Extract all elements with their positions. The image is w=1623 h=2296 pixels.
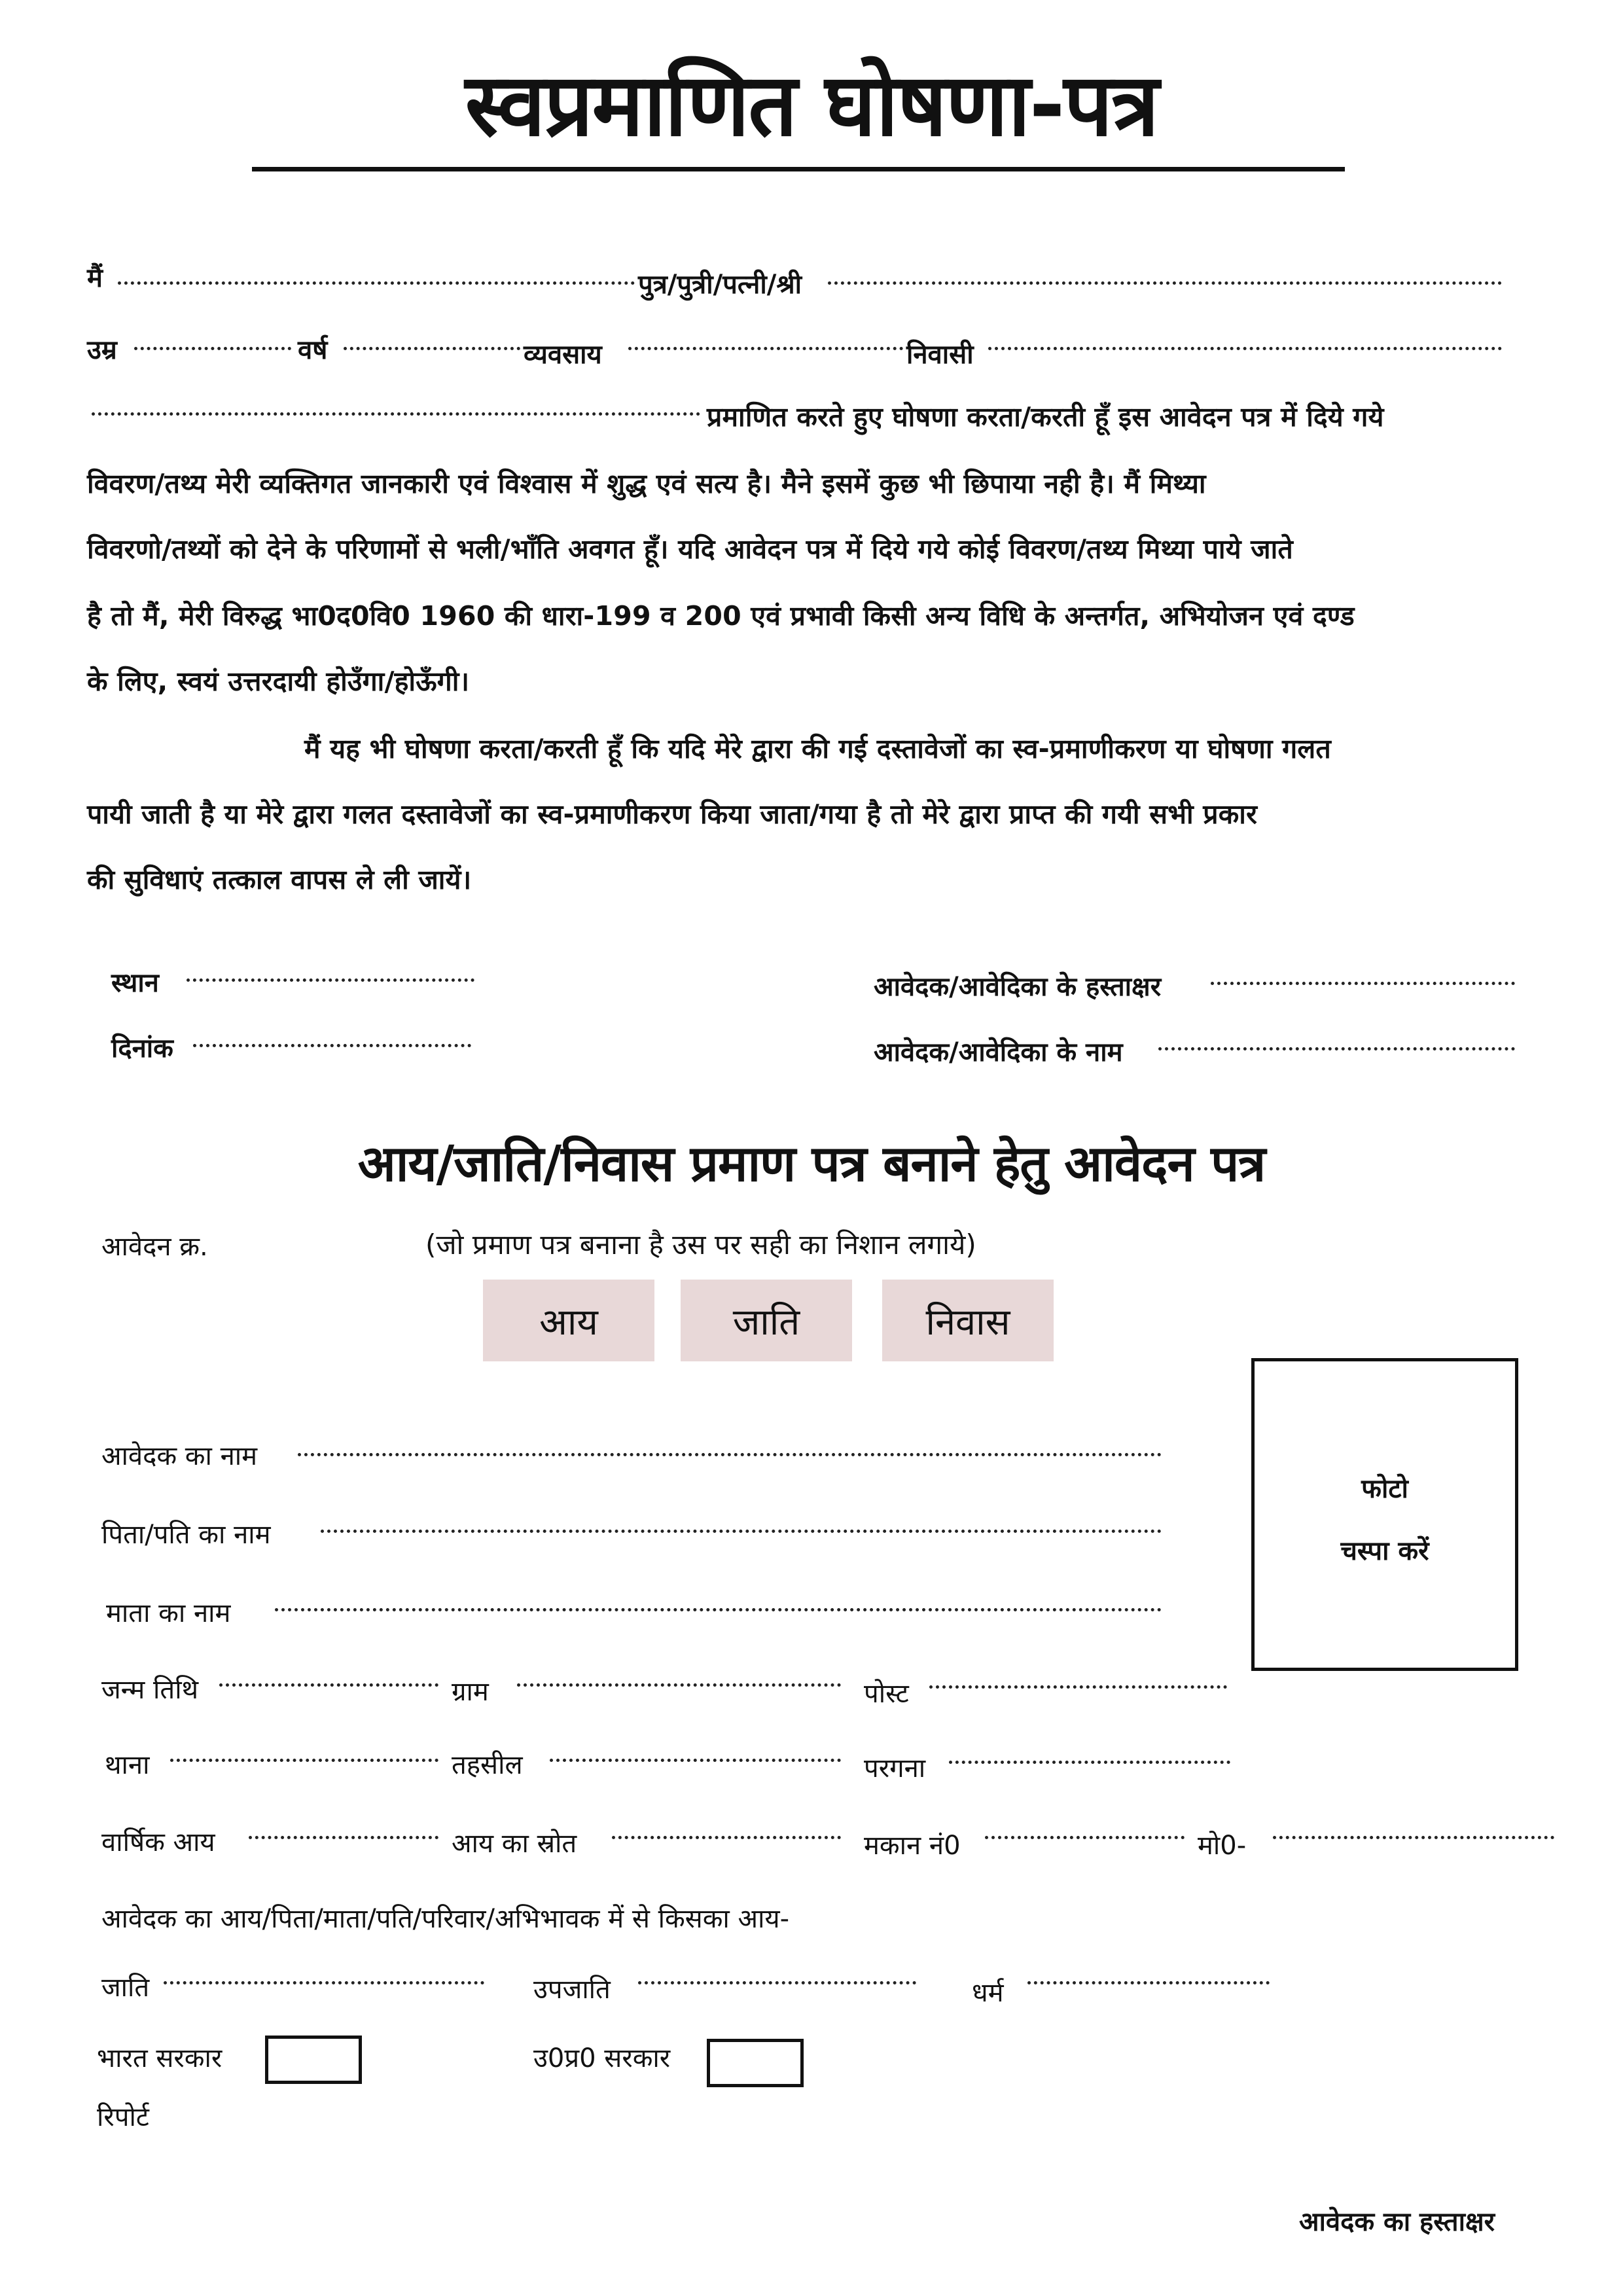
label-whose-income: आवेदक का आय/पिता/माता/पति/परिवार/अभिभावक में से किसका आय- <box>101 1904 790 1934</box>
label-religion: धर्म <box>972 1978 1004 2008</box>
para2-line2: पायी जाती है या मेरे द्वारा गलत दस्तावेजों का स्व-प्रमाणीकरण किया जाता/गया है तो मेरे द्वारा प्राप्त की गयी सभी प्रकार <box>87 798 1258 830</box>
label-mother-name: माता का नाम <box>106 1598 231 1628</box>
para1-line2: विवरण/तथ्य मेरी व्यक्तिगत जानकारी एवं विश्वास में शुद्ध एवं सत्य है। मैने इसमें कुछ भी छिपाया नही है। मैं मिथ्या <box>87 468 1206 499</box>
label-house-no: मकान नं0 <box>864 1831 961 1861</box>
label-age: उम्र <box>87 335 117 365</box>
up-govt-checkbox[interactable] <box>707 2039 804 2087</box>
label-relation: पुत्र/पुत्री/पत्नी/श्री <box>638 270 802 300</box>
photo-label-1: फोटो <box>1361 1474 1408 1504</box>
place-field[interactable] <box>187 978 474 982</box>
para1-line3: विवरणो/तथ्यों को देने के परिणामों से भली/भाँति अवगत हूँ। यदि आवेदन पत्र में दिये गये कोई विवरण/तथ्य मिथ्या पाये जाते <box>87 533 1293 565</box>
label-applicant-name-2: आवेदक का नाम <box>101 1441 258 1471</box>
label-govt-india: भारत सरकार <box>97 2043 223 2073</box>
label-application-no: आवेदन क्र. <box>101 1232 208 1262</box>
annual-income-field[interactable] <box>249 1836 438 1839</box>
photo-label-2: चस्पा करें <box>1340 1536 1429 1566</box>
label-applicant-name: आवेदक/आवेदिका के नाम <box>874 1037 1123 1067</box>
label-report: रिपोर्ट <box>97 2102 149 2132</box>
label-date: दिनांक <box>111 1033 173 1064</box>
caste-field[interactable] <box>164 1981 484 1984</box>
govt-india-checkbox[interactable] <box>265 2036 362 2084</box>
title-underline <box>252 167 1345 171</box>
label-birth-date: जन्म तिथि <box>101 1675 199 1705</box>
option-caste-label: जाति <box>732 1300 800 1344</box>
instruction-text: (जो प्रमाण पत्र बनाना है उस पर सही का निशान लगाये) <box>425 1229 976 1261</box>
option-residence[interactable] <box>882 1280 1054 1361</box>
para1-line5: के लिए, स्वयं उत्तरदायी होउँगा/होऊँगी। <box>87 666 470 697</box>
label-pargana: परगना <box>864 1753 926 1784</box>
birth-date-field[interactable] <box>219 1683 438 1687</box>
label-village: ग्राम <box>452 1677 489 1707</box>
father-husband-field[interactable] <box>321 1530 1162 1533</box>
applicant-signature-field[interactable] <box>1211 982 1515 985</box>
police-station-field[interactable] <box>170 1759 438 1762</box>
label-place: स्थान <box>111 968 159 998</box>
para1-line1: प्रमाणित करते हुए घोषणा करता/करती हूँ इस आवेदन पत्र में दिये गये <box>707 401 1384 433</box>
resident-field[interactable] <box>988 347 1502 350</box>
label-police-station: थाना <box>105 1750 150 1780</box>
income-source-field[interactable] <box>612 1836 841 1839</box>
label-caste: जाति <box>101 1973 150 2003</box>
label-post: पोस्ट <box>864 1679 909 1709</box>
label-up-govt: उ0प्र0 सरकार <box>533 2043 671 2073</box>
house-no-field[interactable] <box>985 1836 1185 1839</box>
age-field[interactable] <box>134 347 291 350</box>
label-i: मैं <box>87 263 103 293</box>
label-subcaste: उपजाति <box>533 1975 611 2005</box>
photo-box[interactable] <box>1251 1358 1518 1671</box>
label-occupation: व्यवसाय <box>524 340 602 370</box>
option-caste[interactable] <box>681 1280 852 1361</box>
label-years: वर्ष <box>298 335 328 365</box>
application-title: आय/जाति/निवास प्रमाण पत्र बनाने हेतु आवेदन पत्र <box>357 1134 1266 1193</box>
label-resident: निवासी <box>906 340 974 370</box>
label-signature: आवेदक का हस्ताक्षर <box>1299 2207 1495 2237</box>
mother-name-field[interactable] <box>275 1608 1162 1611</box>
para2-line3: की सुविधाएं तत्काल वापस ले ली जायें। <box>87 864 472 895</box>
mobile-field[interactable] <box>1273 1836 1554 1839</box>
option-residence-label: निवास <box>925 1300 1010 1344</box>
subcaste-field[interactable] <box>638 1981 916 1984</box>
applicant-name-field-2[interactable] <box>298 1453 1162 1456</box>
tehsil-field[interactable] <box>550 1759 841 1762</box>
pargana-field[interactable] <box>949 1761 1230 1764</box>
religion-field[interactable] <box>1027 1981 1270 1984</box>
para2-line1: मैं यह भी घोषणा करता/करती हूँ कि यदि मेरे द्वारा की गई दस्तावेजों का स्व-प्रमाणीकरण या घोषणा गलत <box>304 733 1331 764</box>
label-applicant-signature: आवेदक/आवेदिका के हस्ताक्षर <box>874 972 1162 1002</box>
date-field[interactable] <box>193 1044 471 1047</box>
label-mobile: मो0- <box>1198 1831 1247 1861</box>
label-annual-income: वार्षिक आय <box>101 1827 215 1857</box>
label-tehsil: तहसील <box>452 1750 523 1780</box>
relation-name-field[interactable] <box>828 281 1502 285</box>
applicant-name-field[interactable] <box>1158 1047 1515 1050</box>
address-field[interactable] <box>92 412 700 416</box>
village-field[interactable] <box>517 1683 841 1687</box>
name-field[interactable] <box>118 281 635 285</box>
option-income-label: आय <box>539 1300 598 1344</box>
option-income[interactable] <box>483 1280 654 1361</box>
occupation-field[interactable] <box>628 347 903 350</box>
years-field[interactable] <box>344 347 520 350</box>
label-father-husband: पिता/पति का नाम <box>101 1520 271 1550</box>
post-field[interactable] <box>929 1685 1227 1689</box>
label-income-source: आय का स्रोत <box>452 1829 577 1859</box>
para1-line4: है तो मैं, मेरी विरुद्ध भा0द0वि0 1960 की धारा-199 व 200 एवं प्रभावी किसी अन्य विधि के अन्तर्गत, अभियोजन एवं दण्ड <box>87 600 1355 632</box>
page-title: स्वप्रमाणित घोषणा-पत्र <box>465 55 1158 156</box>
